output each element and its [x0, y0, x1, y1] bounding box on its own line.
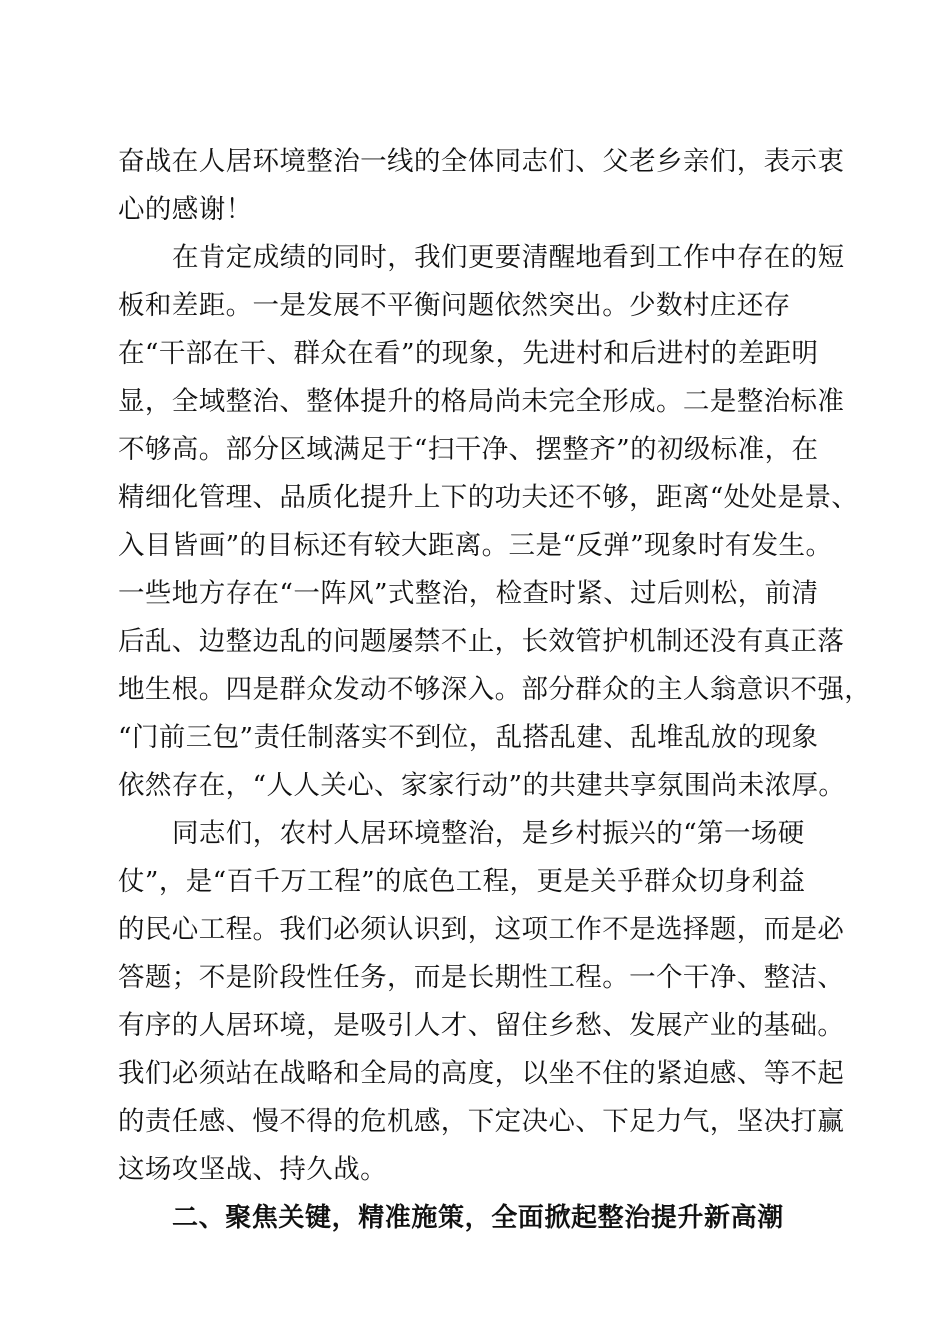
text-line: “门前三包”责任制落实不到位，乱搭乱建、乱堆乱放的现象 [118, 722, 819, 753]
text-line: 的民心工程。我们必须认识到，这项工作不是选择题，而是必 [118, 914, 845, 945]
text-line: 奋战在人居环境整治一线的全体同志们、父老乡亲们，表示衷 [118, 146, 845, 177]
text-line: 答题；不是阶段性任务，而是长期性工程。一个干净、整洁、 [118, 962, 845, 993]
text-line: 一些地方存在“一阵风”式整治，检查时紧、过后则松，前清 [118, 578, 819, 609]
text-line: 依然存在，“人人关心、家家行动”的共建共享氛围尚未浓厚。 [118, 770, 846, 801]
text-line: 板和差距。一是发展不平衡问题依然突出。少数村庄还存 [118, 290, 791, 321]
text-line: 地生根。四是群众发动不够深入。部分群众的主人翁意识不强， [118, 674, 872, 705]
text-line: 在“干部在干、群众在看”的现象，先进村和后进村的差距明 [118, 338, 819, 369]
section-heading: 二、聚焦关键，精准施策，全面掀起整治提升新高潮 [172, 1203, 784, 1233]
paragraph-first-line: 同志们，农村人居环境整治，是乡村振兴的“第一场硬 [172, 818, 805, 849]
text-line: 仗”，是“百千万工程”的底色工程，更是关乎群众切身利益 [118, 866, 806, 897]
text-line: 我们必须站在战略和全局的高度，以坐不住的紧迫感、等不起 [118, 1058, 845, 1089]
text-line: 精细化管理、品质化提升上下的功夫还不够，距离“处处是景、 [118, 482, 859, 513]
text-line: 不够高。部分区域满足于“扫干净、摆整齐”的初级标准，在 [118, 434, 819, 465]
text-line: 心的感谢！ [118, 194, 253, 225]
text-line: 后乱、边整边乱的问题屡禁不止，长效管护机制还没有真正落 [118, 626, 845, 657]
text-line: 这场攻坚战、持久战。 [118, 1154, 387, 1185]
paragraph-first-line: 在肯定成绩的同时，我们更要清醒地看到工作中存在的短 [172, 242, 845, 273]
text-line: 入目皆画”的目标还有较大距离。三是“反弹”现象时有发生。 [118, 530, 833, 561]
text-line: 有序的人居环境，是吸引人才、留住乡愁、发展产业的基础。 [118, 1010, 845, 1041]
text-line: 显，全域整治、整体提升的格局尚未完全形成。二是整治标准 [118, 386, 845, 417]
text-line: 的责任感、慢不得的危机感，下定决心、下足力气，坚决打赢 [118, 1106, 845, 1137]
